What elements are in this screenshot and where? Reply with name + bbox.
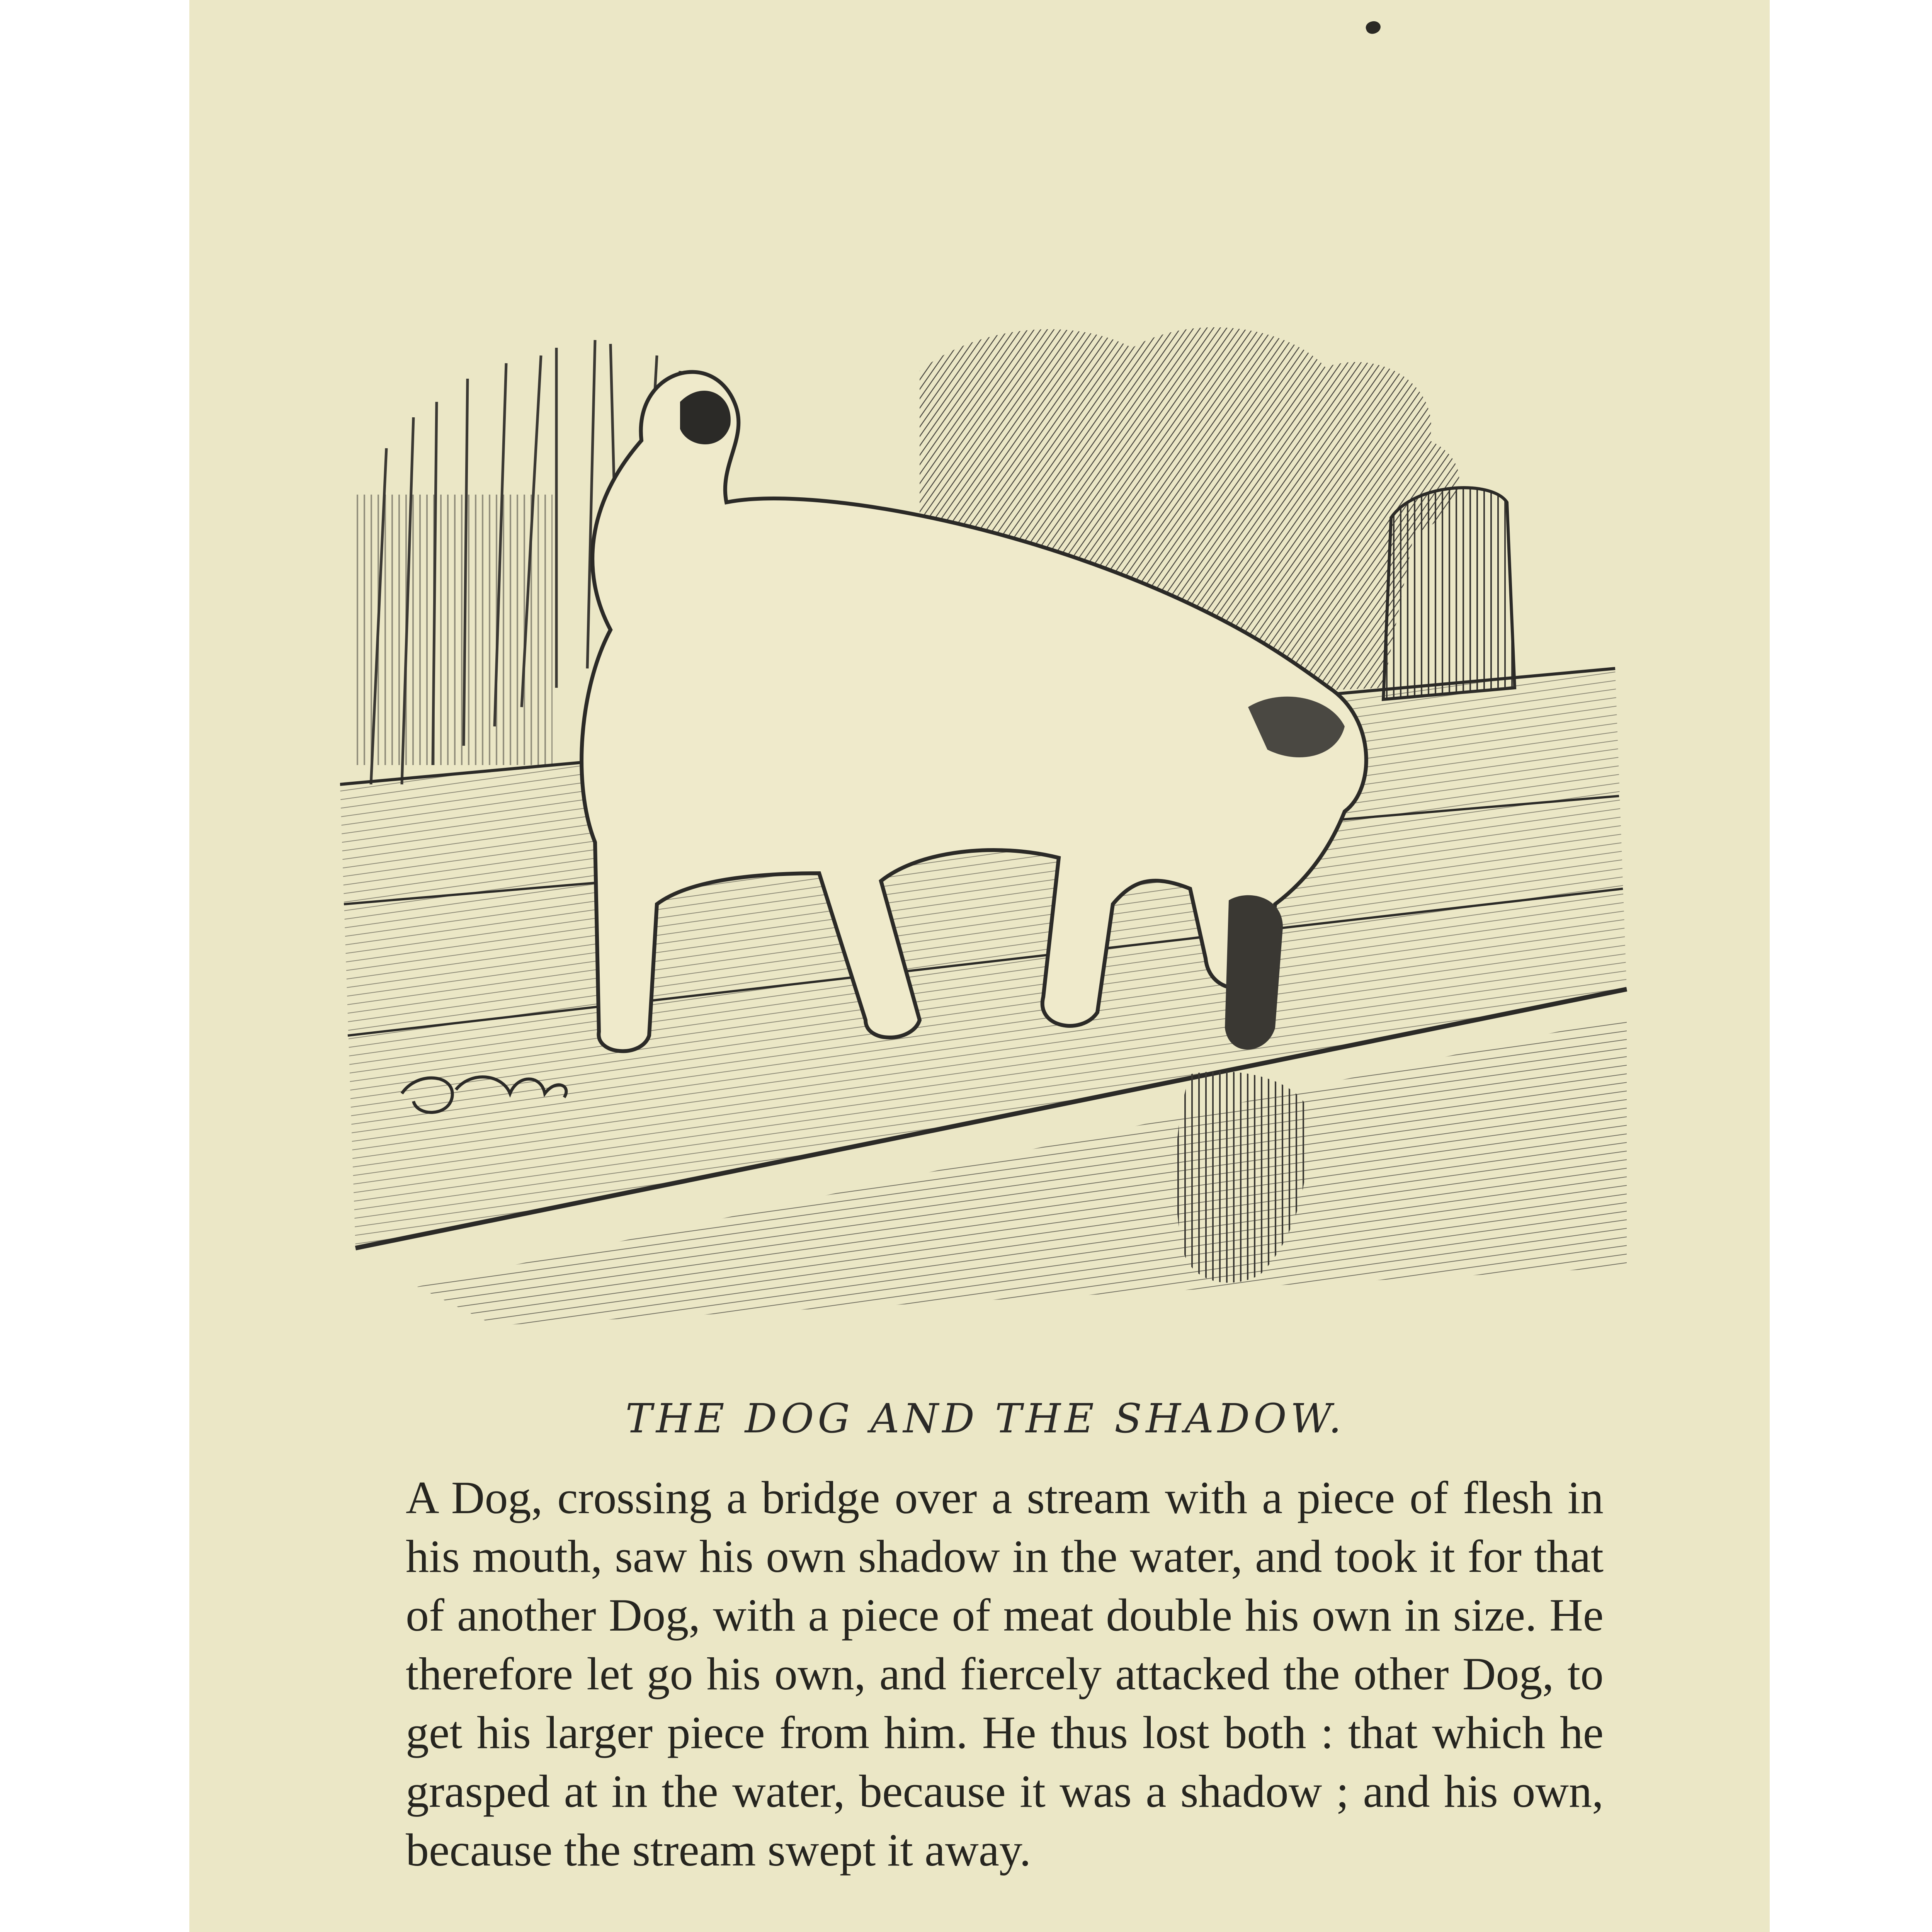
fable-title-dog-shadow: THE DOG AND THE SHADOW. bbox=[625, 1395, 1345, 1442]
reed-shading bbox=[352, 495, 553, 765]
wooden-post bbox=[1383, 488, 1515, 699]
ink-speck bbox=[1364, 19, 1383, 36]
meat-in-mouth bbox=[1225, 895, 1283, 1050]
dog-shadow-illustration bbox=[340, 301, 1634, 1372]
fable-paragraph: A Dog, crossing a bridge over a stream with a piece of flesh in his mouth, saw his own shadow in the water, and took it for that of another Dog, with a piece of meat double his own in size. He therefore let go his own, and fiercely attacked the other Dog, to get his larger piece from him. He thus lost both : that which he grasped at in the water, because it was a shadow ; and his own, because the stream swept it away. bbox=[406, 1472, 1604, 1876]
fable-text-dog-shadow bbox=[406, 1468, 1604, 1879]
